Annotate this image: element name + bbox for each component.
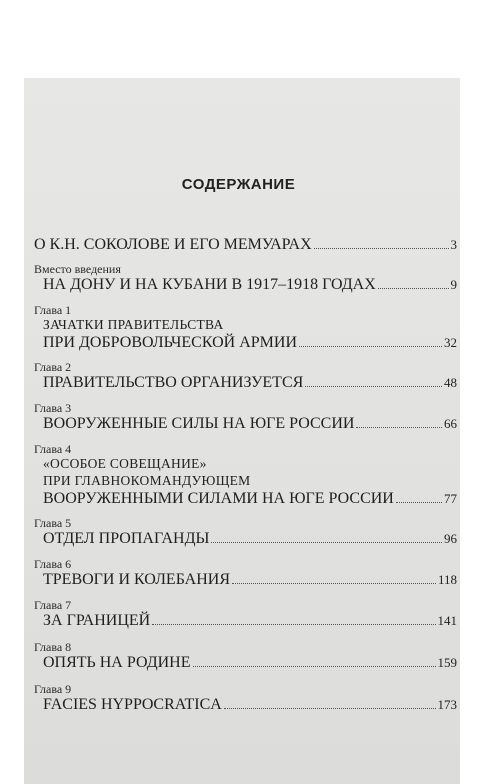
toc-page-number: 118 [437, 572, 457, 587]
dot-leader [152, 623, 435, 625]
toc-entry-title: ОТДЕЛ ПРОПАГАНДЫ [43, 530, 210, 547]
toc-entry-row [34, 334, 457, 351]
toc-page-number: 48 [444, 375, 457, 390]
toc-entry-row [34, 696, 457, 713]
toc-page-number: 159 [437, 655, 457, 670]
toc-entry [34, 442, 457, 507]
toc-entry-row [34, 530, 457, 547]
toc-entry-title: ОПЯТЬ НА РОДИНЕ [43, 654, 191, 671]
toc-entry-line [34, 317, 457, 334]
toc-entry [34, 598, 457, 629]
toc-page-number: 173 [437, 697, 457, 712]
dot-leader [356, 426, 442, 428]
dot-leader [378, 287, 449, 289]
toc-entry [34, 401, 457, 432]
chapter-label: Глава 7 [34, 598, 72, 612]
chapter-label: Вместо введения [34, 262, 121, 276]
dot-leader [305, 385, 442, 387]
toc-entry-row [34, 654, 457, 671]
dot-leader [299, 345, 442, 347]
toc-page-number: 96 [444, 531, 457, 546]
toc-entry-title: ЗА ГРАНИЦЕЙ [43, 612, 151, 629]
toc-entry [34, 557, 457, 588]
chapter-label: Глава 9 [34, 682, 72, 696]
toc-entry-row [34, 612, 457, 629]
chapter-label: Глава 8 [34, 640, 72, 654]
toc-entry-line [34, 456, 457, 473]
toc-entry-title: ТРЕВОГИ И КОЛЕБАНИЯ [43, 571, 230, 588]
toc-entry [34, 516, 457, 547]
toc-entry-title: ЗАЧАТКИ ПРАВИТЕЛЬСТВА [43, 317, 224, 332]
toc-entry-title: ПРАВИТЕЛЬСТВО ОРГАНИЗУЕТСЯ [43, 374, 304, 391]
toc-page-number: 32 [444, 335, 457, 350]
toc-page-number: 77 [444, 491, 457, 506]
dot-leader [396, 501, 442, 503]
toc-entry [34, 360, 457, 391]
toc-entry-title: FACIES HYPPOCRATICA [43, 696, 222, 713]
toc-entry-title: ПРИ ДОБРОВОЛЬЧЕСКОЙ АРМИИ [43, 334, 298, 351]
dot-leader [211, 541, 442, 543]
toc-entry-title: О К.Н. СОКОЛОВЕ И ЕГО МЕМУАРАХ [34, 236, 312, 253]
toc-entry-title: «ОСОБОЕ СОВЕЩАНИЕ» [43, 456, 207, 471]
chapter-label: Глава 6 [34, 557, 72, 571]
chapter-label: Глава 3 [34, 401, 72, 415]
toc-entry-title: НА ДОНУ И НА КУБАНИ В 1917–1918 ГОДАХ [43, 276, 376, 293]
toc-entry-row [34, 374, 457, 391]
toc-entry-row [34, 571, 457, 588]
dot-leader [232, 582, 436, 584]
dot-leader [224, 707, 436, 709]
toc-entry-row [34, 276, 457, 293]
toc-entry [34, 303, 457, 351]
toc-entry-title: ВООРУЖЕННЫЕ СИЛЫ НА ЮГЕ РОССИИ [43, 415, 355, 432]
toc-entry [34, 236, 457, 253]
toc-page-number: 9 [450, 277, 457, 292]
dot-leader [193, 665, 436, 667]
toc-entry-line [34, 473, 457, 490]
toc-entry-title: ВООРУЖЕННЫМИ СИЛАМИ НА ЮГЕ РОССИИ [43, 490, 394, 507]
toc-entry-row [34, 490, 457, 507]
chapter-label: Глава 1 [34, 303, 72, 317]
toc-page-number: 66 [444, 416, 457, 431]
toc-entry-row [34, 236, 457, 253]
toc-entry [34, 262, 457, 293]
chapter-label: Глава 4 [34, 442, 72, 456]
toc-title: СОДЕРЖАНИЕ [181, 176, 296, 193]
toc-entry [34, 682, 457, 713]
toc-page-number: 3 [450, 237, 457, 252]
dot-leader [314, 247, 449, 249]
toc-entry-title: ПРИ ГЛАВНОКОМАНДУЮЩЕМ [43, 473, 251, 488]
toc-page-number: 141 [437, 613, 457, 628]
chapter-label: Глава 2 [34, 360, 72, 374]
toc-entry-row [34, 415, 457, 432]
chapter-label: Глава 5 [34, 516, 72, 530]
toc-entry [34, 640, 457, 671]
